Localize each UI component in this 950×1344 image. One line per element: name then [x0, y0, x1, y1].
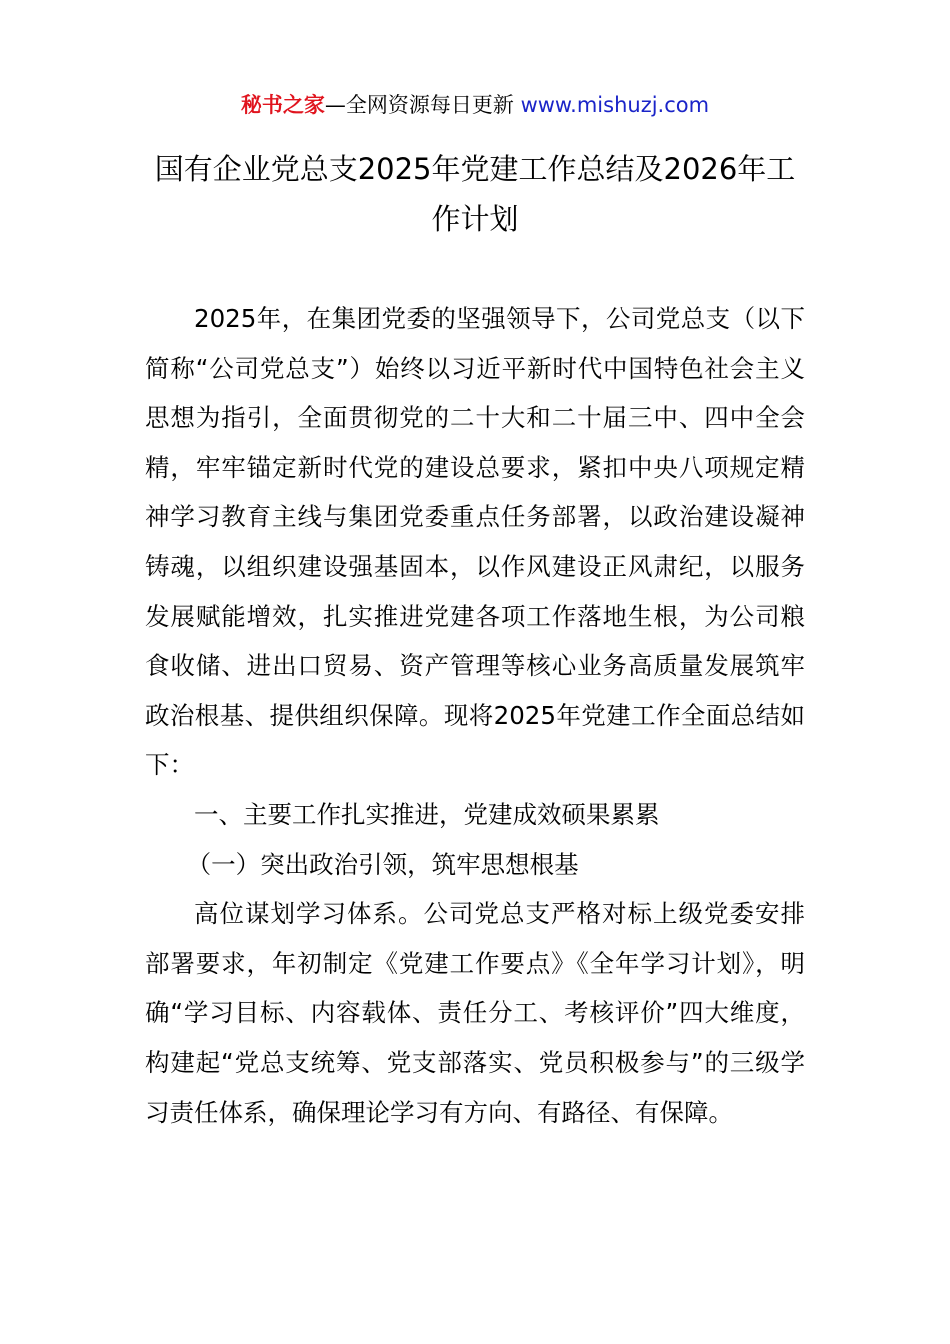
document-title: 国有企业党总支2025年党建工作总结及2026年工作计划 — [154, 152, 796, 236]
site-banner — [0, 88, 950, 122]
section-heading: 一、主要工作扎实推进，党建成效硕果累累 — [194, 799, 660, 829]
brand-name: 秘书之家 — [240, 93, 325, 117]
body-paragraph: 高位谋划学习体系。公司党总支严格对标上级党委安排部署要求，年初制定《党建工作要点》《全年学习计划》，明确“学习目标、内容载体、责任分工、考核评价”四大维度，构建起“党总支统筹、党支部落实、党员积极参与”的三级学习责任体系，确保理论学习有方向、有路径、有保障。 — [145, 899, 805, 1127]
banner-slogan: —全网资源每日更新 — [324, 93, 521, 117]
intro-paragraph: 2025年，在集团党委的坚强领导下，公司党总支（以下简称“公司党总支”）始终以习近平新时代中国特色社会主义思想为指引，全面贯彻党的二十大和二十届三中、四中全会精，牢牢锚定新时代党的建设总要求，紧扣中央八项规定精神学习教育主线与集团党委重点任务部署，以政治建设凝神铸魂，以组织建设强基固本，以作风建设正风肃纪，以服务发展赋能增效，扎实推进党建各项工作落地生根，为公司粮食收储、进出口贸易、资产管理等核心业务高质量发展筑牢政治根基、提供组织保障。现将2025年党建工作全面总结如下： — [145, 304, 805, 780]
subsection-heading: （一）突出政治引领，筑牢思想根基 — [186, 849, 579, 879]
site-link[interactable]: www.mishuzj.com — [520, 93, 710, 117]
document-body — [145, 294, 805, 1137]
